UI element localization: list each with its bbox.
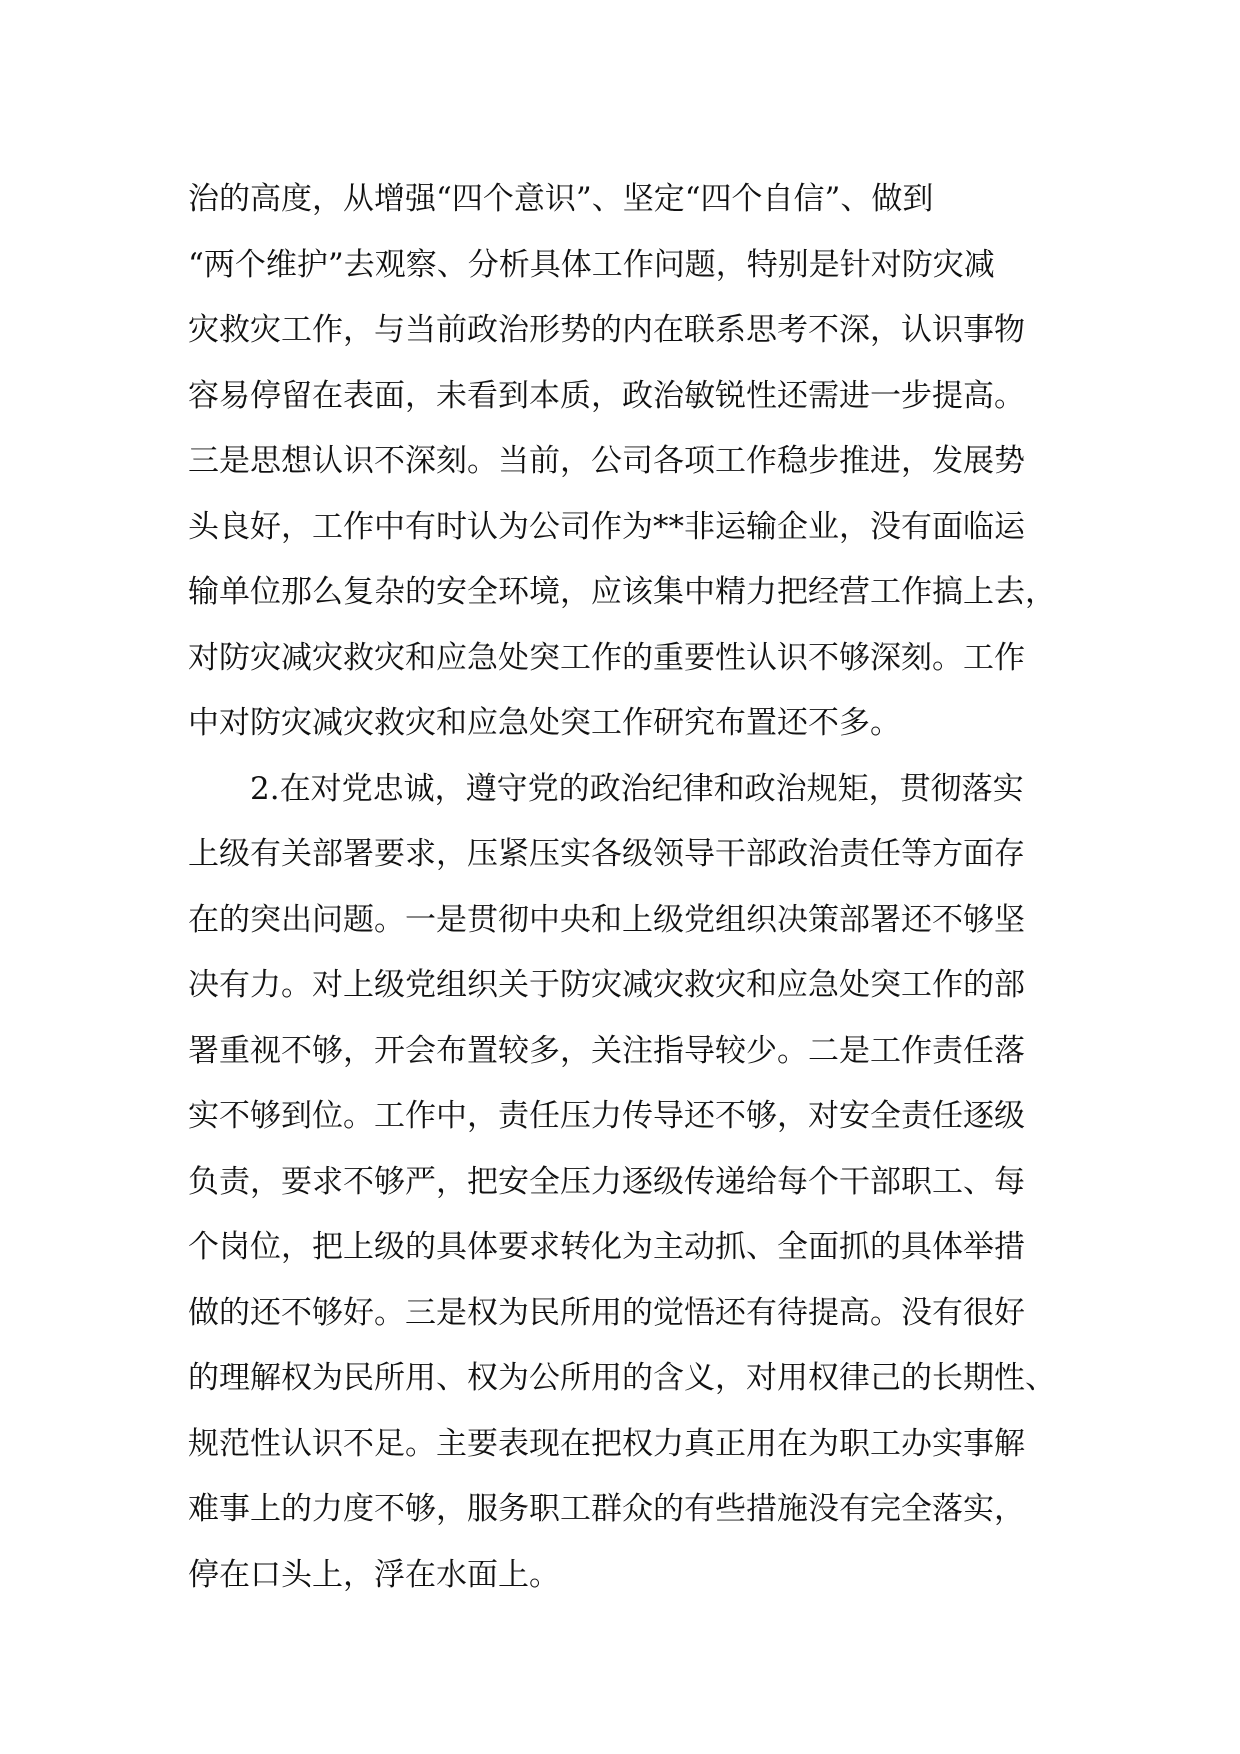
text-line: 个岗位，把上级的具体要求转化为主动抓、全面抓的具体举措 bbox=[188, 1229, 1025, 1265]
text-line: 在的突出问题。一是贯彻中央和上级党组织决策部署还不够坚 bbox=[188, 901, 1025, 938]
text-line: 上级有关部署要求，压紧压实各级领导干部政治责任等方面存 bbox=[188, 836, 1025, 872]
text-line: 灾救灾工作，与当前政治形势的内在联系思考不深，认识事物 bbox=[188, 312, 1025, 348]
text-line: 容易停留在表面，未看到本质，政治敏锐性还需进一步提高。 bbox=[188, 377, 1025, 414]
text-line: 停在口头上，浮在水面上。 bbox=[188, 1556, 560, 1593]
text-line: “两个维护”去观察、分析具体工作问题，特别是针对防灾减 bbox=[188, 246, 995, 283]
text-line: 做的还不够好。三是权为民所用的觉悟还有待提高。没有很好 bbox=[188, 1294, 1025, 1331]
text-line: 三是思想认识不深刻。当前，公司各项工作稳步推进，发展势 bbox=[188, 443, 1025, 479]
text-line: 决有力。对上级党组织关于防灾减灾救灾和应急处突工作的部 bbox=[188, 967, 1025, 1003]
text-line: 的理解权为民所用、权为公所用的含义，对用权律己的长期性、 bbox=[188, 1360, 1056, 1396]
text-line: 头良好，工作中有时认为公司作为**非运输企业，没有面临运 bbox=[188, 508, 1025, 545]
body-text bbox=[188, 167, 1108, 1608]
text-line: 规范性认识不足。主要表现在把权力真正用在为职工办实事解 bbox=[188, 1425, 1025, 1462]
text-line: 中对防灾减灾救灾和应急处突工作研究布置还不多。 bbox=[188, 705, 901, 741]
text-line: 负责，要求不够严，把安全压力逐级传递给每个干部职工、每 bbox=[188, 1163, 1025, 1200]
text-line: 输单位那么复杂的安全环境，应该集中精力把经营工作搞上去， bbox=[188, 574, 1056, 610]
text-line: 署重视不够，开会布置较多，关注指导较少。二是工作责任落 bbox=[188, 1032, 1025, 1069]
paragraph-start-line: 2.在对党忠诚，遵守党的政治纪律和政治规矩，贯彻落实 bbox=[250, 770, 1024, 807]
text-line: 治的高度，从增强“四个意识”、坚定“四个自信”、做到 bbox=[188, 181, 934, 217]
text-line: 难事上的力度不够，服务职工群众的有些措施没有完全落实， bbox=[188, 1491, 1025, 1527]
text-line: 实不够到位。工作中，责任压力传导还不够，对安全责任逐级 bbox=[188, 1098, 1025, 1134]
text-line: 对防灾减灾救灾和应急处突工作的重要性认识不够深刻。工作 bbox=[188, 639, 1025, 676]
